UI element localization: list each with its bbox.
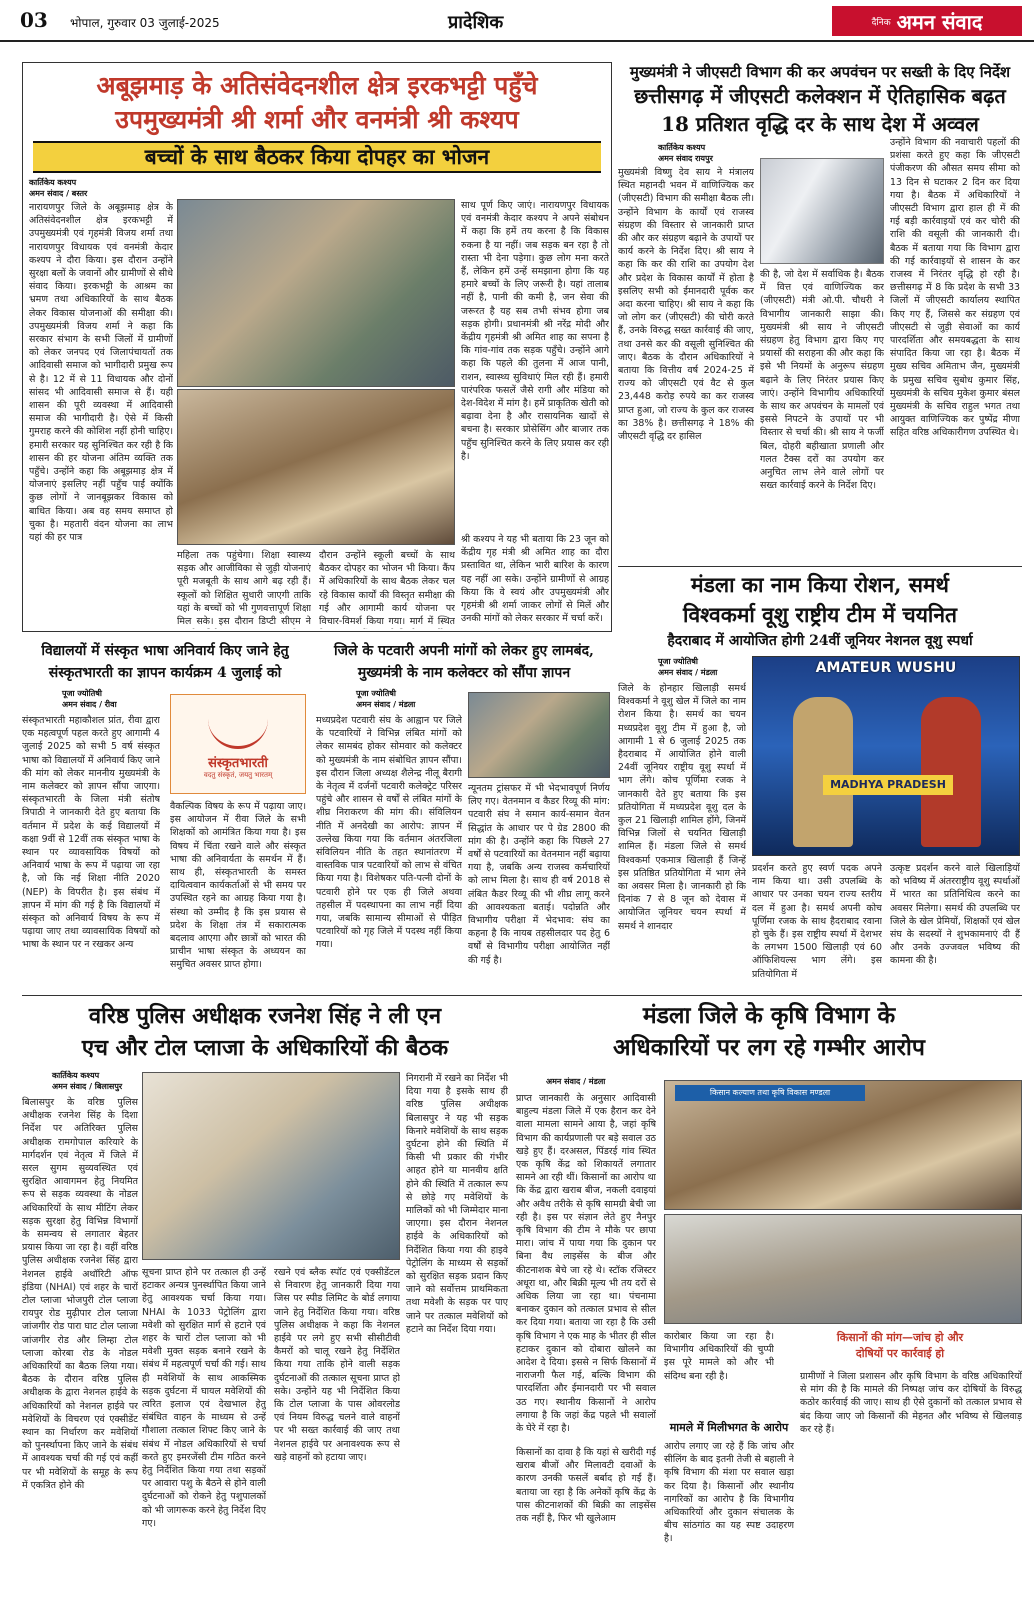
masthead-logo (832, 6, 1022, 36)
logo-tagline: वदतु संस्कृतं, जयतु भारतम् (203, 770, 273, 779)
page-number: 03 (20, 8, 48, 32)
headline: उपमुख्यमंत्री श्री शर्मा और वनमंत्री श्री कश्यप (115, 105, 519, 134)
article-column: बिलासपुर के वरिष्ठ पुलिस अधीक्षक रजनेश सिंह के दिशा निर्देश पर अतिरिक्त पुलिस अधीक्षक रामगोपाल करियारे के मार्गदर्शन एवं नेतृत्व में जिले में सरल सुगम सुव्यवस्थित एवं सुरक्षित आवागमन हेतु नियमित रूप से सड़क व्यवस्था के नोडल अधिकारियों के साथ मीटिंग लेकर सड़क सुरक्षा हेतु विभिन्न विभागों के समन्वय से लगातार बेहतर प्रयास किया जा रहा है। वहीं वरिष्ठ पुलिस अधीक्षक रजनेश सिंह द्वारा नेशनल हाईवे अथॉरिटी ऑफ इंडिया (NHAI) एवं शहर के चारों टोल प्लाजा भोजपुरी टोल प्लाजा रायपुर रोड मुढ़ीपार टोल प्लाजा जांजगीर रोड पारा घाट टोल प्लाजा जांजगीर रोड और लिम्हा टोल प्लाजा कोरबा रोड के नोडल अधिकारियों का बैठक लिया गया। बैठक के दौरान वरिष्ठ पुलिस अधीक्षक के द्वारा नेशनल हाईवे के अधिकारियों को नेशनल हाईवे पर मवेशियों के विचरण एवं एक्सीडेंट स्थान का निर्धारण कर मवेशियों को पुनर्स्थापना किए जाने के संबंध में आवश्यक चर्चा की गई एवं कहीं पर भी मवेशियों के समूह के रूप में एकत्रित होने की (22, 1097, 138, 1491)
photo-chief-minister (760, 158, 884, 264)
article-column: की है, जो देश में सर्वाधिक है। बैठक में वित्त एवं वाणिज्यिक कर (जीएसटी) मंत्री ओ.पी. चौधरी ने विभागीय जानकारी साझा की। मुख्यमंत्री श्री साय ने जीएसटी संग्रहण हेतु विभाग द्वारा किए गए प्रयासों की सराहना की और कहा कि इसे भी नियमों के अनुरूप संग्रहण बढ़ाने के लिए निरंतर प्रयास किए जाएं। उन्होंने विभागीय अधिकारियों के साथ कर अपवंचन के मामलों एवं इससे निपटने के उपायों पर भी विस्तार से चर्चा की। श्री साय ने फर्जी बिल, दोहरी बहीखाता प्रणाली और गलत टैक्स दरों का उपयोग कर अनुचित लाभ लेने वाले लोगों पर सख्त कार्रवाई करने के निर्देश दिए। (760, 269, 884, 492)
story-gst (618, 62, 1022, 562)
sanskrit-bharati-logo (170, 694, 306, 794)
headline: संस्कृतभारती का ज्ञापन कार्यक्रम 4 जुलाई को (48, 665, 282, 681)
article-column: दौरान उन्होंने स्कूली बच्चों के साथ बैठकर दोपहर का भोजन भी किया। कैंप में अधिकारियों के साथ बैठक लेकर चल रहे विकास कार्यों की विस्तृत समीक्षा की गई और आगामी कार्य योजना पर विचार-विमर्श किया गया। मार्ग में स्थित (319, 550, 455, 628)
article-column: कारोबार किया जा रहा है। विभागीय अधिकारियों की चुप्पी इस पूरे मामले को और भी संदिग्ध बना रही है। (664, 1331, 774, 1382)
byline: कार्तिकेय कश्यप अमन संवाद रायपुर (658, 143, 713, 163)
photo-lunch-with-children (177, 389, 455, 545)
story-abujhmad (22, 62, 612, 632)
athlete-figure (921, 697, 981, 847)
story-police-meeting (22, 1000, 508, 1594)
headline: मंडला का नाम किया रोशन, समर्थ (691, 572, 949, 597)
article-column: उन्होंने विभाग की नवाचारी पहलों की प्रशंसा करते हुए कहा कि जीएसटी पंजीकरण की औसत समय सीमा को 13 दिन से घटाकर 2 दिन कर दिया गया है। बैठक में अधिकारियों ने जीएसटी विभाग द्वारा हाल ही में की गई बड़ी कार्रवाइयों एवं कर चोरी की राशि की वसूली की जानकारी दी। बैठक में बताया गया कि विभाग द्वारा की गई कार्रवाइयों से शासन के कर राजस्व में निरंतर वृद्धि हो रही है। छत्तीसगढ़ में 8 कि प्रदेश के सभी 33 जिलों में जीएसटी कार्यालय स्थापित किए गए हैं, जिससे कर संग्रहण एवं जीएसटी से जुड़ी सेवाओं का कार्य पारदर्शिता और समयबद्धता के साथ संपादित किया जा रहा है। बैठक में मुख्य सचिव अमिताभ जैन, मुख्यमंत्री के प्रमुख सचिव सुबोध कुमार सिंह, मुख्यमंत्री के सचिव मुकेश कुमार बंसल मुख्यमंत्री के सचिव राहुल भगत तथा आयुक्त वाणिज्यिक कर पुष्पेंद्र मीणा सहित वरिष्ठ अधिकारीगण उपस्थित थे। (890, 137, 1020, 439)
office-sign: किसान कल्याण तथा कृषि विकास मण्डला (675, 1085, 865, 1101)
photo-caption: दोषियों पर कार्रवाई हो (855, 1347, 945, 1360)
page-header (0, 0, 1034, 42)
masthead-small: दैनिक (871, 17, 891, 28)
article-column: वैकल्पिक विषय के रूप में पढ़ाया जाए। इस आयोजन में रीवा जिले के सभी शिक्षकों को आमंत्रित किया गया है। इस विषय में चिंता रखने वाले और संस्कृत भाषा की अनिवार्यता के समर्थन में हैं। साथ ही, संस्कृतभारती के समस्त दायित्ववान कार्यकर्ताओं से भी समय पर उपस्थित रहने का आग्रह किया गया है। संस्था को उम्मीद है कि इस प्रयास से प्रदेश के शिक्षा तंत्र में सकारात्मक बदलाव आएगा और छात्रों को भारत की प्राचीन भाषा संस्कृत के अध्ययन का समुचित अवसर प्राप्त होगा। (170, 801, 306, 971)
article-column: संस्कृतभारती महाकौशल प्रांत, रीवा द्वारा एक महत्वपूर्ण पहल करते हुए आगामी 4 जुलाई 2025 को सभी 5 वर्ष संस्कृत भाषा को विद्यालयों में अनिवार्य किए जाने की मांग को लेकर माननीय मुख्यमंत्री के नाम कलेक्टर को ज्ञापन सौंपा जाएगा। संस्कृतभारती के जिला मंत्री संतोष त्रिपाठी ने जानकारी देते हुए बताया कि वर्तमान में प्रदेश के कई विद्यालयों में कक्षा 9वीं से 12वीं तक संस्कृत भाषा के स्थान पर व्यावसायिक विषयों को अनिवार्य भाषा के रूप में पढ़ाया जा रहा है, जो कि नई शिक्षा नीति 2020 (NEP) के विपरीत है। इस संबंध में ज्ञापन में मांग की गई है कि विद्यालयों में संस्कृत को अनिवार्य विषय के रूप में पढ़ाया जाए तथा व्यावसायिक विषयों को भाषा के स्थान पर न रखकर अन्य (22, 715, 160, 951)
photo-seed-store (664, 1214, 1022, 1324)
article-column: महिला तक पहुंचेगा। शिक्षा स्वास्थ्य सड़क और आजीविका से जुड़ी योजनाएं पूरी मजबूती के साथ आगे बढ़ रही हैं। स्कूलों को शिक्षित सुधारी जाएगी ताकि यहां के बच्चों को भी गुणवत्तापूर्ण शिक्षा मिल सके। इस दौरान डिप्टी सीएम ने (177, 550, 311, 628)
headline: 18 प्रतिशत वृद्धि दर के साथ देश में अव्वल (661, 112, 979, 136)
headline: विद्यालयों में संस्कृत भाषा अनिवार्य किए जाने हेतु (41, 643, 289, 659)
photo-police-meeting (142, 1072, 400, 1260)
byline: कार्तिकेय कश्यप अमन संवाद / बिलासपुर (52, 1071, 123, 1091)
article-column: निगरानी में रखने का निर्देश भी दिया गया है इसके साथ ही वरिष्ठ पुलिस अधीक्षक बिलासपुर ने यह भी सड़क किनारे मवेशियों के साथ सड़क दुर्घटना होने की स्थिति में किसी भी प्रकार की गंभीर आहत होने या मानवीय क्षति होने की स्थिति में तत्काल रूप से छोड़े गए मवेशियों के मालिकों को भी जिम्मेदार माना जाएगा। इस दौरान नेशनल हाईवे के अधिकारियों को निर्देशित किया गया की हाइवे पेट्रोलिंग के माध्यम से सड़कों को सुरक्षित सड़क प्रदान किए जाने को सर्वोत्तम प्राथमिकता तथा मवेशी के सड़क पर पाए जाने पर तत्काल मवेशियों को हटाने का निर्देश दिया गया। (406, 1073, 508, 1335)
article-column: श्री कश्यप ने यह भी बताया कि 23 जून को केंद्रीय गृह मंत्री श्री अमित शाह का दौरा प्रस्तावित था, लेकिन भारी बारिश के कारण यह नहीं आ सके। उन्होंने ग्रामीणों से आग्रह किया कि वे स्वयं और उपमुख्यमंत्री और गृहमंत्री श्री शर्मा जाकर लोगों से मिलें और उनकी मांगों को लेकर सरकार में चर्चा करें। (461, 534, 609, 625)
story-wushu (618, 570, 1022, 990)
headline: विश्वकर्मा वूशु राष्ट्रीय टीम में चयनित (683, 602, 957, 627)
photo-wushu-players (752, 656, 1020, 856)
masthead-title: अमन संवाद (896, 9, 983, 34)
subhead-banner: बच्चों के साथ बैठकर किया दोपहर का भोजन (33, 141, 601, 173)
article-column: किसानों का दावा है कि यहां से खरीदी गई खराब बीजों और मिलावटी दवाओं के कारण उनकी फसलें बर्बाद हो गईं हैं। बताया जा रहा है कि अनेकों कृषि केंद्र के पास कीटनाशकों की बिक्री का लाइसेंस तक नहीं है, फिर भी खुलेआम (516, 1447, 656, 1525)
kicker: मुख्यमंत्री ने जीएसटी विभाग की कर अपवंचन पर सख्ती के दिए निर्देश (629, 63, 1011, 81)
story-patwari (316, 640, 612, 990)
athlete-figure (793, 697, 853, 847)
article-column: मध्यप्रदेश पटवारी संघ के आह्वान पर जिले के पटवारियों ने विभिन्न लंबित मांगों को लेकर सामबंद होकर सोमवार को कलेक्टर को मुख्यमंत्री के नाम संबोधित ज्ञापन सौंपा। इस दौरान जिला अध्यक्ष शैलेन्द्र नीलू बैरागी के नेतृत्व में दर्जनों पटवारी कलेक्ट्रेट परिसर पहुंचे और शासन से वर्षों से लंबित मांगों के शीघ्र निराकरण की मांग की। संविलियन नीति में अनदेखी का आरोप: ज्ञापन में उल्लेख किया गया कि वर्तमान अंतरजिला संविलियन नीति के तहत स्थानांतरण में वास्तविक पात्र पटवारियों को लाभ से वंचित किया गया है। विशेषकर पति-पत्नी दोनों के पटवारी होने पर एक ही जिले अथवा तहसील में पदस्थापना का लाभ नहीं दिया गया, जबकि सामान्य सीमाओं से पीड़ित पटवारियों को गृह जिले में पदस्थ नहीं किया गया। (316, 715, 462, 951)
state-sign: MADHYA PRADESH (823, 775, 953, 795)
photo-patwari-memorandum (468, 692, 610, 778)
headline: जिले के पटवारी अपनी मांगों को लेकर हुए लामबंद, (334, 643, 594, 659)
subhead: मामले में मिलीभगत के आरोप (669, 1421, 789, 1434)
divider (22, 995, 1022, 996)
headline: एच और टोल प्लाजा के अधिकारियों की बैठक (81, 1035, 449, 1061)
article-column: मुख्यमंत्री विष्णु देव साय ने मंत्रालय स्थित महानदी भवन में वाणिज्यिक कर (जीएसटी) विभाग की समीक्षा बैठक ली। उन्होंने विभाग के कार्यों एवं राजस्व संग्रहण की विस्तार से जानकारी प्राप्त की और कर संग्रहण बढ़ाने के उपायों पर कार्य करने के निर्देश दिए। श्री साय ने कहा कि कर की राशि का उपयोग देश और प्रदेश के विकास कार्यों में होता है इसलिए सभी को ईमानदारी पूर्वक कर अदा करना चाहिए। श्री साय ने कहा कि जो लोग कर (जीएसटी) की चोरी करते हैं, उनके विरुद्ध सख्त कार्रवाई की जाए, तथा उनसे कर की वसूली सुनिश्चित की जाए। बैठक के दौरान अधिकारियों ने बताया कि वित्तीय वर्ष 2024-25 में राज्य को जीएसटी एवं वैट से कुल 23,448 करोड़ रुपये का कर राजस्व प्राप्त हुआ, जो राज्य के कुल कर राजस्व का 38% है। छत्तीसगढ़ ने 18% की जीएसटी वृद्धि दर हासिल (618, 167, 754, 443)
story-agriculture (516, 1000, 1022, 1594)
article-column: नारायणपुर जिले के अबूझमाड़ क्षेत्र के अतिसंवेदनशील क्षेत्र इरकभट्टी में उपमुख्यमंत्री एवं गृहमंत्री विजय शर्मा तथा नारायणपुर विधायक एवं वनमंत्री केदार कश्यप ने दौरा किया। इस दौरान उन्होंने सुरक्षा बलों के जवानों और ग्रामीणों से सीधे संवाद किया। इरकभट्टी के आश्रम का भ्रमण तथा अधिकारियों के साथ बैठक लेकर विकास योजनाओं की समीक्षा की। उपमुख्यमंत्री विजय शर्मा ने कहा कि सरकार संभाग के सभी जिलों में ग्रामीणों को लेकर जनपद एवं जिलापंचायतों तक आदिवासी समाज को भागीदारी प्रमुख रूप से है। 12 में से 11 विधायक और दोनों सांसद भी आदिवासी समाज से हैं। यही शासन की पूरी व्यवस्था में आदिवासी समाज की भागीदारी है। ऐसे में किसी गुमराह करने की कोशिश नहीं होनी चाहिए। हमारी सरकार यह सुनिश्चित कर रही है कि शासन की हर योजना अंतिम व्यक्ति तक पहुँचे। उन्होंने कहा कि अबूझमाड़ क्षेत्र में योजनाएं इसलिए नहीं पहुँच पाईं क्योंकि कुछ लोगों ने जानबूझकर विकास को बाधित किया। अब वह समय समाप्त हो चुका है। महतारी वंदन योजना का लाभ यहां की हर पात्र (29, 202, 173, 544)
byline: पूजा ज्योतिषी अमन संवाद / मंडला (356, 689, 416, 709)
photo-agri-office (664, 1080, 1022, 1210)
byline: पूजा ज्योतिषी अमन संवाद / रीवा (62, 689, 117, 709)
headline: छत्तीसगढ़ में जीएसटी कलेक्शन में ऐतिहासिक बढ़त (634, 84, 1006, 108)
article-column: जिले के होनहार खिलाड़ी समर्थ विश्वकर्मा ने वूशु खेल में जिले का नाम रोशन किया है। समर्थ का चयन मध्यप्रदेश वूशु टीम में हुआ है, जो आगामी 1 से 6 जुलाई 2025 तक हैदराबाद में आयोजित होने वाली 24वीं जूनियर राष्ट्रीय वूशु स्पर्धा में भाग लेंगे। कोच पूर्णिमा रजक ने जानकारी देते हुए बताया कि इस प्रतियोगिता में मध्यप्रदेश वूशु दल के कुल 21 खिलाड़ी शामिल होंगे, जिनमें विभिन्न जिलों से चयनित खिलाड़ी शामिल हैं। मंडला जिले से समर्थ विश्वकर्मा एकमात्र खिलाड़ी हैं जिन्हें इस प्रतिष्ठित प्रतियोगिता में भाग लेने का अवसर मिला है। जानकारी हो कि दिनांक 7 से 8 जून को देवास में आयोजित जूनियर चयन स्पर्धा में समर्थ ने शानदार (618, 683, 746, 932)
article-column: प्रदर्शन करते हुए स्वर्ण पदक अपने नाम किया था। उसी उपलब्धि के आधार पर उनका चयन राज्य स्तरीय दल में हुआ है। समर्थ अपनी कोच पूर्णिमा रजक के साथ हैदराबाद रवाना हो चुके हैं। इस राष्ट्रीय स्पर्धा में देशभर के लगभग 1500 खिलाड़ी एवं 60 ऑफिशियल्स भाग लेंगे। इस प्रतियोगिता में (752, 863, 882, 980)
byline: कार्तिकेय कश्यप अमन संवाद / बस्तर (29, 178, 88, 198)
section-title: प्रादेशिक (448, 12, 504, 33)
headline: मंडला जिले के कृषि विभाग के (642, 1002, 896, 1029)
headline: मुख्यमंत्री के नाम कलेक्टर को सौंपा ज्ञापन (357, 665, 571, 681)
dateline: भोपाल, गुरुवार 03 जुलाई-2025 (70, 16, 220, 30)
article-column: सूचना प्राप्त होने पर तत्काल ही उन्हें हटाकर अन्यत्र पुनर्स्थापित किया जाने हेतु आवश्यक चर्चा किया गया। NHAI के 1033 पेट्रोलिंग द्वारा मवेशी को सुरक्षित मार्ग से हटाने एवं शहर के चारों टोल प्लाजा को भी मवेशी मुक्त सड़क बनाने रखने के संबंध में महत्वपूर्ण चर्चा की गई। साथ ही मवेशियों के साथ आकस्मिक सड़क दुर्घटना में घायल मवेशियों की त्वरित इलाज एवं देखभाल हेतु संबंधित वाहन के माध्यम से उन्हें गौशाला तत्काल शिफ्ट किए जाने के संबंध में नोडल अधिकारियों से चर्चा करते हुए इमरजेंसी टीम गठित करने हेतु निर्देशित किया गया तथा सड़कों पर आवारा पशु के बैठने से होने वाली दुर्घटनाओं को रोकने हेतु पशुपालकों को भी जागरूक करने हेतु निर्देश दिए गए। (142, 1267, 266, 1529)
headline: वरिष्ठ पुलिस अधीक्षक रजनेश सिंह ने ली एन (88, 1003, 442, 1029)
article-column: रखने एवं ब्लैक स्पॉट एवं एक्सीडेंटल से निवारण हेतु जानकारी दिया गया जिस पर स्पीड लिमिट के बोर्ड लगाया जाने हेतु निर्देशित किया गया। वरिष्ठ पुलिस अधीक्षक ने कहा कि नेशनल हाईवे पर लगे हुए सभी सीसीटीवी कैमरों को चालू रखने हेतु निर्देशित किया गया ताकि होने वाली सड़क दुर्घटनाओं की तत्काल सूचना प्राप्त हो सके। उन्होंने यह भी निर्देशित किया कि टोल प्लाजा के पास ओवरलोड एवं नियम विरुद्ध चलने वाले वाहनों पर भी सख्त कार्रवाई की जाए तथा नेशनल हाईवे पर अनावश्यक रूप से खड़े वाहनों को हटाया जाए। (274, 1267, 400, 1463)
article-column: आरोप लगाए जा रहे हैं कि जांच और सीलिंग के बाद इतनी तेजी से बहाली ने कृषि विभाग की मंशा पर सवाल खड़ा कर दिया है। किसानों और स्थानीय नागरिकों का आरोप है कि विभागीय अधिकारियों और दुकान संचालक के बीच सांठगांठ का यह स्पष्ट उदाहरण है। (664, 1441, 794, 1545)
article-column: न्यूनतम ट्रांसफर में भी भेदभावपूर्ण निर्णय लिए गए। वेतनमान व कैडर रिव्यू की मांग: पटवारी संघ ने समान कार्य-समान वेतन सिद्धांत के आधार पर पे ग्रेड 2800 की मांग की है। उन्होंने कहा कि पिछले 27 वर्षों से पटवारियों का वेतनमान नहीं बढ़ाया गया है, जबकि अन्य राजस्व कर्मचारियों को लाभ मिला है। साथ ही वर्ष 2018 से लंबित कैडर रिव्यू की भी शीघ्र लागू करने की आवश्यकता बताई। पदोन्नति और विभागीय परीक्षा में भेदभाव: संघ का कहना है कि नायब तहसीलदार पद हेतु 6 वर्षों से विभागीय परीक्षा आयोजित नहीं की गई है। (468, 783, 610, 966)
logo-title: संस्कृतभारती (208, 755, 268, 771)
headline: अबूझमाड़ के अतिसंवेदनशील क्षेत्र इरकभट्टी पहुँचे (96, 71, 538, 100)
veena-icon (208, 709, 268, 749)
photo-banner-text: AMATEUR WUSHU (815, 660, 957, 676)
headline: अधिकारियों पर लग रहे गम्भीर आरोप (613, 1034, 925, 1061)
story-sanskrit (22, 640, 308, 990)
article-column: साथ पूर्ण किए जाएं। नारायणपुर विधायक एवं वनमंत्री केदार कश्यप ने अपने संबोधन में कहा कि हमें तय करना है कि विकास रुकना है या नहीं। जब सड़क बन रहा है तो रास्ता भी देना पड़ेगा। कुछ लोग मना करते हैं, लेकिन हमें उन्हें समझाना होगा कि यह हमारे बच्चों के लिए जरूरी है। यहां तालाब नहीं है, पानी की कमी है, जन सेवा की जरूरत है यह सब तभी संभव होगा जब सड़क होगी। प्रधानमंत्री श्री नरेंद्र मोदी और केंद्रीय गृहमंत्री श्री अमित शाह का सपना है कि गांव-गांव तक सड़क पहुँचे। उन्होंने आगे कहा कि पहले की तुलना में आज पानी, राशन, स्वास्थ्य सुविधाएं मिल रही हैं। हमारी पारंपरिक फसलें जैसे रागी और मंडिया को देश-विदेश में मांग है। हमें प्राकृतिक खेती को बढ़ावा देना है और रासायनिक खादों से बचना है। सरकार प्रोसेसिंग और बाजार तक पहुँच सुनिश्चित करने के लिए प्रयास कर रही है। (461, 200, 609, 462)
subhead: हैदराबाद में आयोजित होगी 24वीं जूनियर नेशनल वूशु स्पर्धा (667, 633, 973, 649)
photo-leaders-with-children (177, 199, 455, 387)
byline: अमन संवाद / मंडला (546, 1077, 606, 1086)
article-column: ग्रामीणों ने जिला प्रशासन और कृषि विभाग के वरिष्ठ अधिकारियों से मांग की है कि मामले की निष्पक्ष जांच कर दोषियों के विरुद्ध कठोर कार्रवाई की जाए। साथ ही ऐसे दुकानों को तत्काल प्रभाव से बंद किया जाए जो किसानों की मेहनत और भविष्य से खिलवाड़ कर रहे हैं। (800, 1371, 1022, 1435)
photo-caption: किसानों की मांग—जांच हो और (836, 1331, 964, 1344)
article-column: उत्कृष्ट प्रदर्शन करने वाले खिलाड़ियों को भविष्य में अंतरराष्ट्रीय वूशु स्पर्धाओं में भारत का प्रतिनिधित्व करने का अवसर मिलेगा। समर्थ की उपलब्धि पर जिले के खेल प्रेमियों, शिक्षकों एवं खेल संघ के सदस्यों ने शुभकामनाएं दी हैं और उनके उज्जवल भविष्य की कामना की है। (890, 863, 1020, 967)
article-column: प्राप्त जानकारी के अनुसार आदिवासी बाहुल्य मंडला जिले में एक हैरान कर देने वाला मामला सामने आया है, जहां कृषि विभाग की कार्यप्रणाली पर बड़े सवाल उठ खड़े हुए हैं। दरअसल, पिंडरई गांव स्थित एक कृषि केंद्र को शिकायतें लगातार सामने आ रही थीं। किसानों का आरोप था कि केंद्र द्वारा खराब बीज, नकली दवाइयां और अवैध तरीके से कृषि सामग्री बेची जा रही है। इस पर संज्ञान लेते हुए नैनपुर कृषि विभाग की टीम ने मौके पर छापा मारा। जांच में पाया गया कि दुकान पर बिना वैध लाइसेंस के बीज और कीटनाशक बेचे जा रहे थे। स्टॉक रजिस्टर अधूरा था, और बिक्री मूल्य भी तय दरों से अधिक लिया जा रहा था। पंचनामा बनाकर दुकान को तत्काल प्रभाव से सील कर दिया गया। बताया जा रहा है कि उसी कृषि विभाग ने एक माह के भीतर ही सील हटाकर दुकान को दोबारा खोलने का आदेश दे दिया। इससे न सिर्फ किसानों में नाराजगी फैल गई, बल्कि विभाग की पारदर्शिता और ईमानदारी पर भी सवाल उठ गए। स्थानीय किसानों ने आरोप लगाया है कि जहां केंद्र पहले भी सवालों के घेरे में रहा है। (516, 1093, 656, 1435)
byline: पूजा ज्योतिषी अमन संवाद / मंडला (658, 657, 718, 677)
divider (618, 566, 1022, 567)
